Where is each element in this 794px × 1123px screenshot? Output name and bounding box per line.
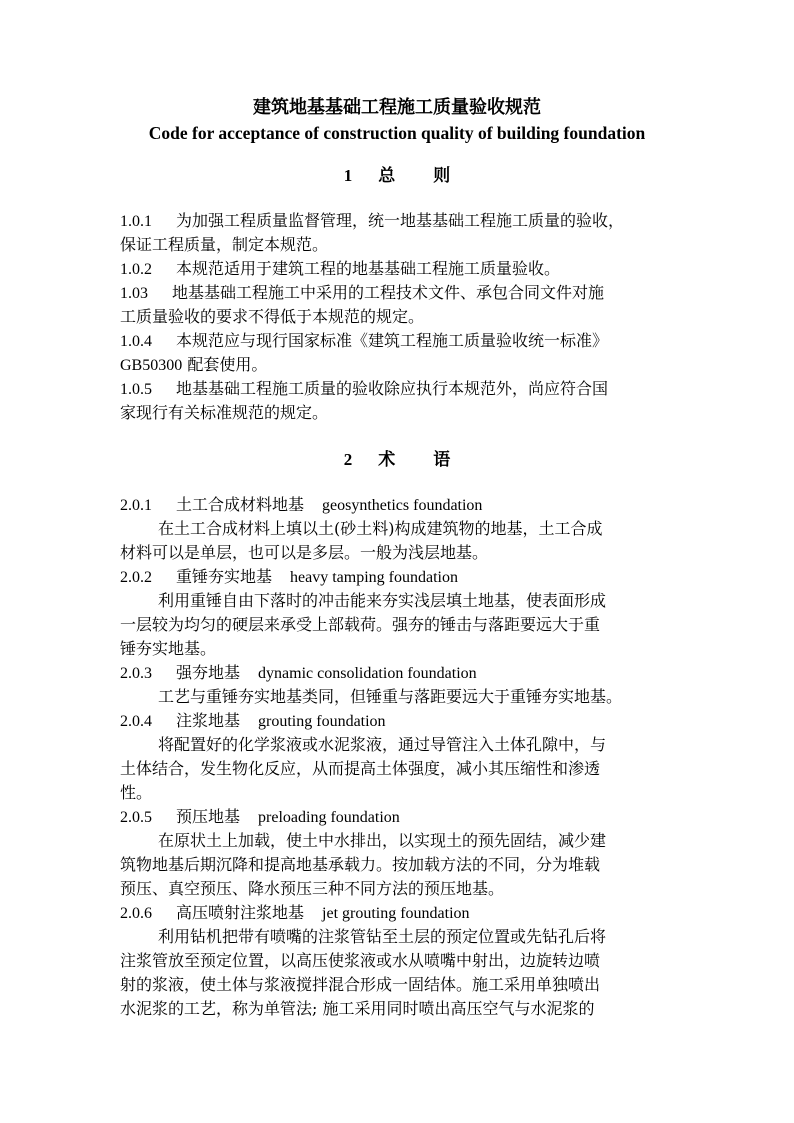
clause-1-03 — [120, 281, 680, 305]
term-definition-line: 一层较为均匀的硬层来承受上部载荷。强夯的锤击与落距要远大于重 — [120, 615, 601, 634]
term-definition-line: 在土工合成材料上填以土(砂土料)构成建筑物的地基，土工合成 — [158, 519, 603, 538]
clause-number: 2.0.2 — [120, 569, 152, 586]
clause-number: 1.0.5 — [120, 381, 152, 398]
clause-number: 1.0.4 — [120, 333, 152, 350]
term-english: grouting foundation — [258, 713, 386, 730]
term-definition-line: 利用钻机把带有喷嘴的注浆管钻至土层的预定位置或先钻孔后将 — [158, 927, 607, 946]
term-definition-line: 水泥浆的工艺，称为单管法; 施工采用同时喷出高压空气与水泥浆的 — [120, 999, 595, 1018]
clause-text: 地基基础工程施工中采用的工程技术文件、承包合同文件对施 — [172, 283, 605, 302]
clause-1-0-5 — [120, 377, 680, 401]
clause-1-0-4 — [120, 329, 680, 353]
term-definition-line: 将配置好的化学浆液或水泥浆液，通过导管注入土体孔隙中，与 — [158, 735, 607, 754]
term-english: jet grouting foundation — [322, 905, 470, 922]
clause-number: 1.0.1 — [120, 213, 152, 230]
chapter-2-body — [120, 493, 680, 1021]
chapter-title-char: 术 — [378, 450, 396, 470]
clause-number: 1.03 — [120, 285, 148, 302]
chapter-number: 2 — [343, 450, 353, 469]
clause-text: 配套使用。 — [182, 355, 268, 374]
clause-1-0-2 — [120, 257, 680, 281]
clause-text-line: 保证工程质量，制定本规范。 — [120, 235, 329, 254]
term-definition-line: 材料可以是单层，也可以是多层。一般为浅层地基。 — [120, 543, 489, 562]
term-chinese: 高压喷射注浆地基 — [176, 903, 305, 922]
clause-number: 2.0.1 — [120, 497, 152, 514]
term-2-0-3 — [120, 661, 680, 685]
clause-1-0-1 — [120, 209, 680, 233]
chapter-number: 1 — [343, 166, 353, 185]
term-chinese: 重锤夯实地基 — [176, 567, 273, 586]
term-definition-line: 注浆管放至预定位置，以高压使浆液或水从喷嘴中射出，边旋转边喷 — [120, 951, 601, 970]
clause-text: 地基基础工程施工质量的验收除应执行本规范外，尚应符合国 — [176, 379, 609, 398]
clause-number: 2.0.6 — [120, 905, 152, 922]
clause-number: 2.0.5 — [120, 809, 152, 826]
term-2-0-5 — [120, 805, 680, 829]
term-english: geosynthetics foundation — [322, 497, 483, 514]
clause-number: 2.0.4 — [120, 713, 152, 730]
clause-text-line: 工质量验收的要求不得低于本规范的规定。 — [120, 307, 425, 326]
clause-text: 本规范适用于建筑工程的地基基础工程施工质量验收。 — [176, 259, 561, 278]
term-definition-line: 筑物地基后期沉降和提高地基承载力。按加载方法的不同，分为堆载 — [120, 855, 601, 874]
term-2-0-2 — [120, 565, 680, 589]
clause-number: 2.0.3 — [120, 665, 152, 682]
term-definition-line: 土体结合，发生物化反应，从而提高土体强度，减小其压缩性和渗透 — [120, 759, 601, 778]
clause-text-line: 家现行有关标准规范的规定。 — [120, 403, 329, 422]
term-2-0-4 — [120, 709, 680, 733]
term-2-0-6 — [120, 901, 680, 925]
term-english: dynamic consolidation foundation — [258, 665, 477, 682]
term-definition-line: 性。 — [120, 783, 153, 802]
term-definition-line: 利用重锤自由下落时的冲击能来夯实浅层填土地基，使表面形成 — [158, 591, 607, 610]
term-chinese: 强夯地基 — [176, 663, 241, 682]
clause-text: 为加强工程质量监督管理，统一地基基础工程施工质量的验收， — [176, 211, 625, 230]
term-definition-line: 锤夯实地基。 — [120, 639, 217, 658]
chapter-1-heading — [0, 164, 794, 188]
term-definition-line: 在原状土上加载，使土中水排出，以实现土的预先固结，减少建 — [158, 831, 607, 850]
chapter-title-char: 语 — [433, 450, 451, 470]
term-chinese: 预压地基 — [176, 807, 241, 826]
chapter-1-body — [120, 209, 680, 425]
term-chinese: 土工合成材料地基 — [176, 495, 305, 514]
term-definition-line: 工艺与重锤夯实地基类同，但锤重与落距要远大于重锤夯实地基。 — [158, 687, 623, 706]
clause-text: 本规范应与现行国家标准《建筑工程施工质量验收统一标准》 — [176, 331, 609, 350]
document-title-english: Code for acceptance of construction quality of building foundation — [148, 123, 646, 143]
chapter-title-char: 总 — [378, 166, 396, 186]
standard-code: GB50300 — [120, 357, 183, 374]
chapter-2-heading — [0, 448, 794, 472]
clause-number: 1.0.2 — [120, 261, 152, 278]
term-2-0-1 — [120, 493, 680, 517]
term-chinese: 注浆地基 — [176, 711, 241, 730]
term-definition-line: 射的浆液，使土体与浆液搅拌混合形成一固结体。施工采用单独喷出 — [120, 975, 601, 994]
chapter-title-char: 则 — [433, 166, 451, 186]
document-title-chinese: 建筑地基基础工程施工质量验收规范 — [253, 97, 541, 118]
term-english: preloading foundation — [258, 809, 400, 826]
clause-text-line — [120, 353, 680, 377]
term-definition-line: 预压、真空预压、降水预压三种不同方法的预压地基。 — [120, 879, 505, 898]
term-english: heavy tamping foundation — [290, 569, 458, 586]
